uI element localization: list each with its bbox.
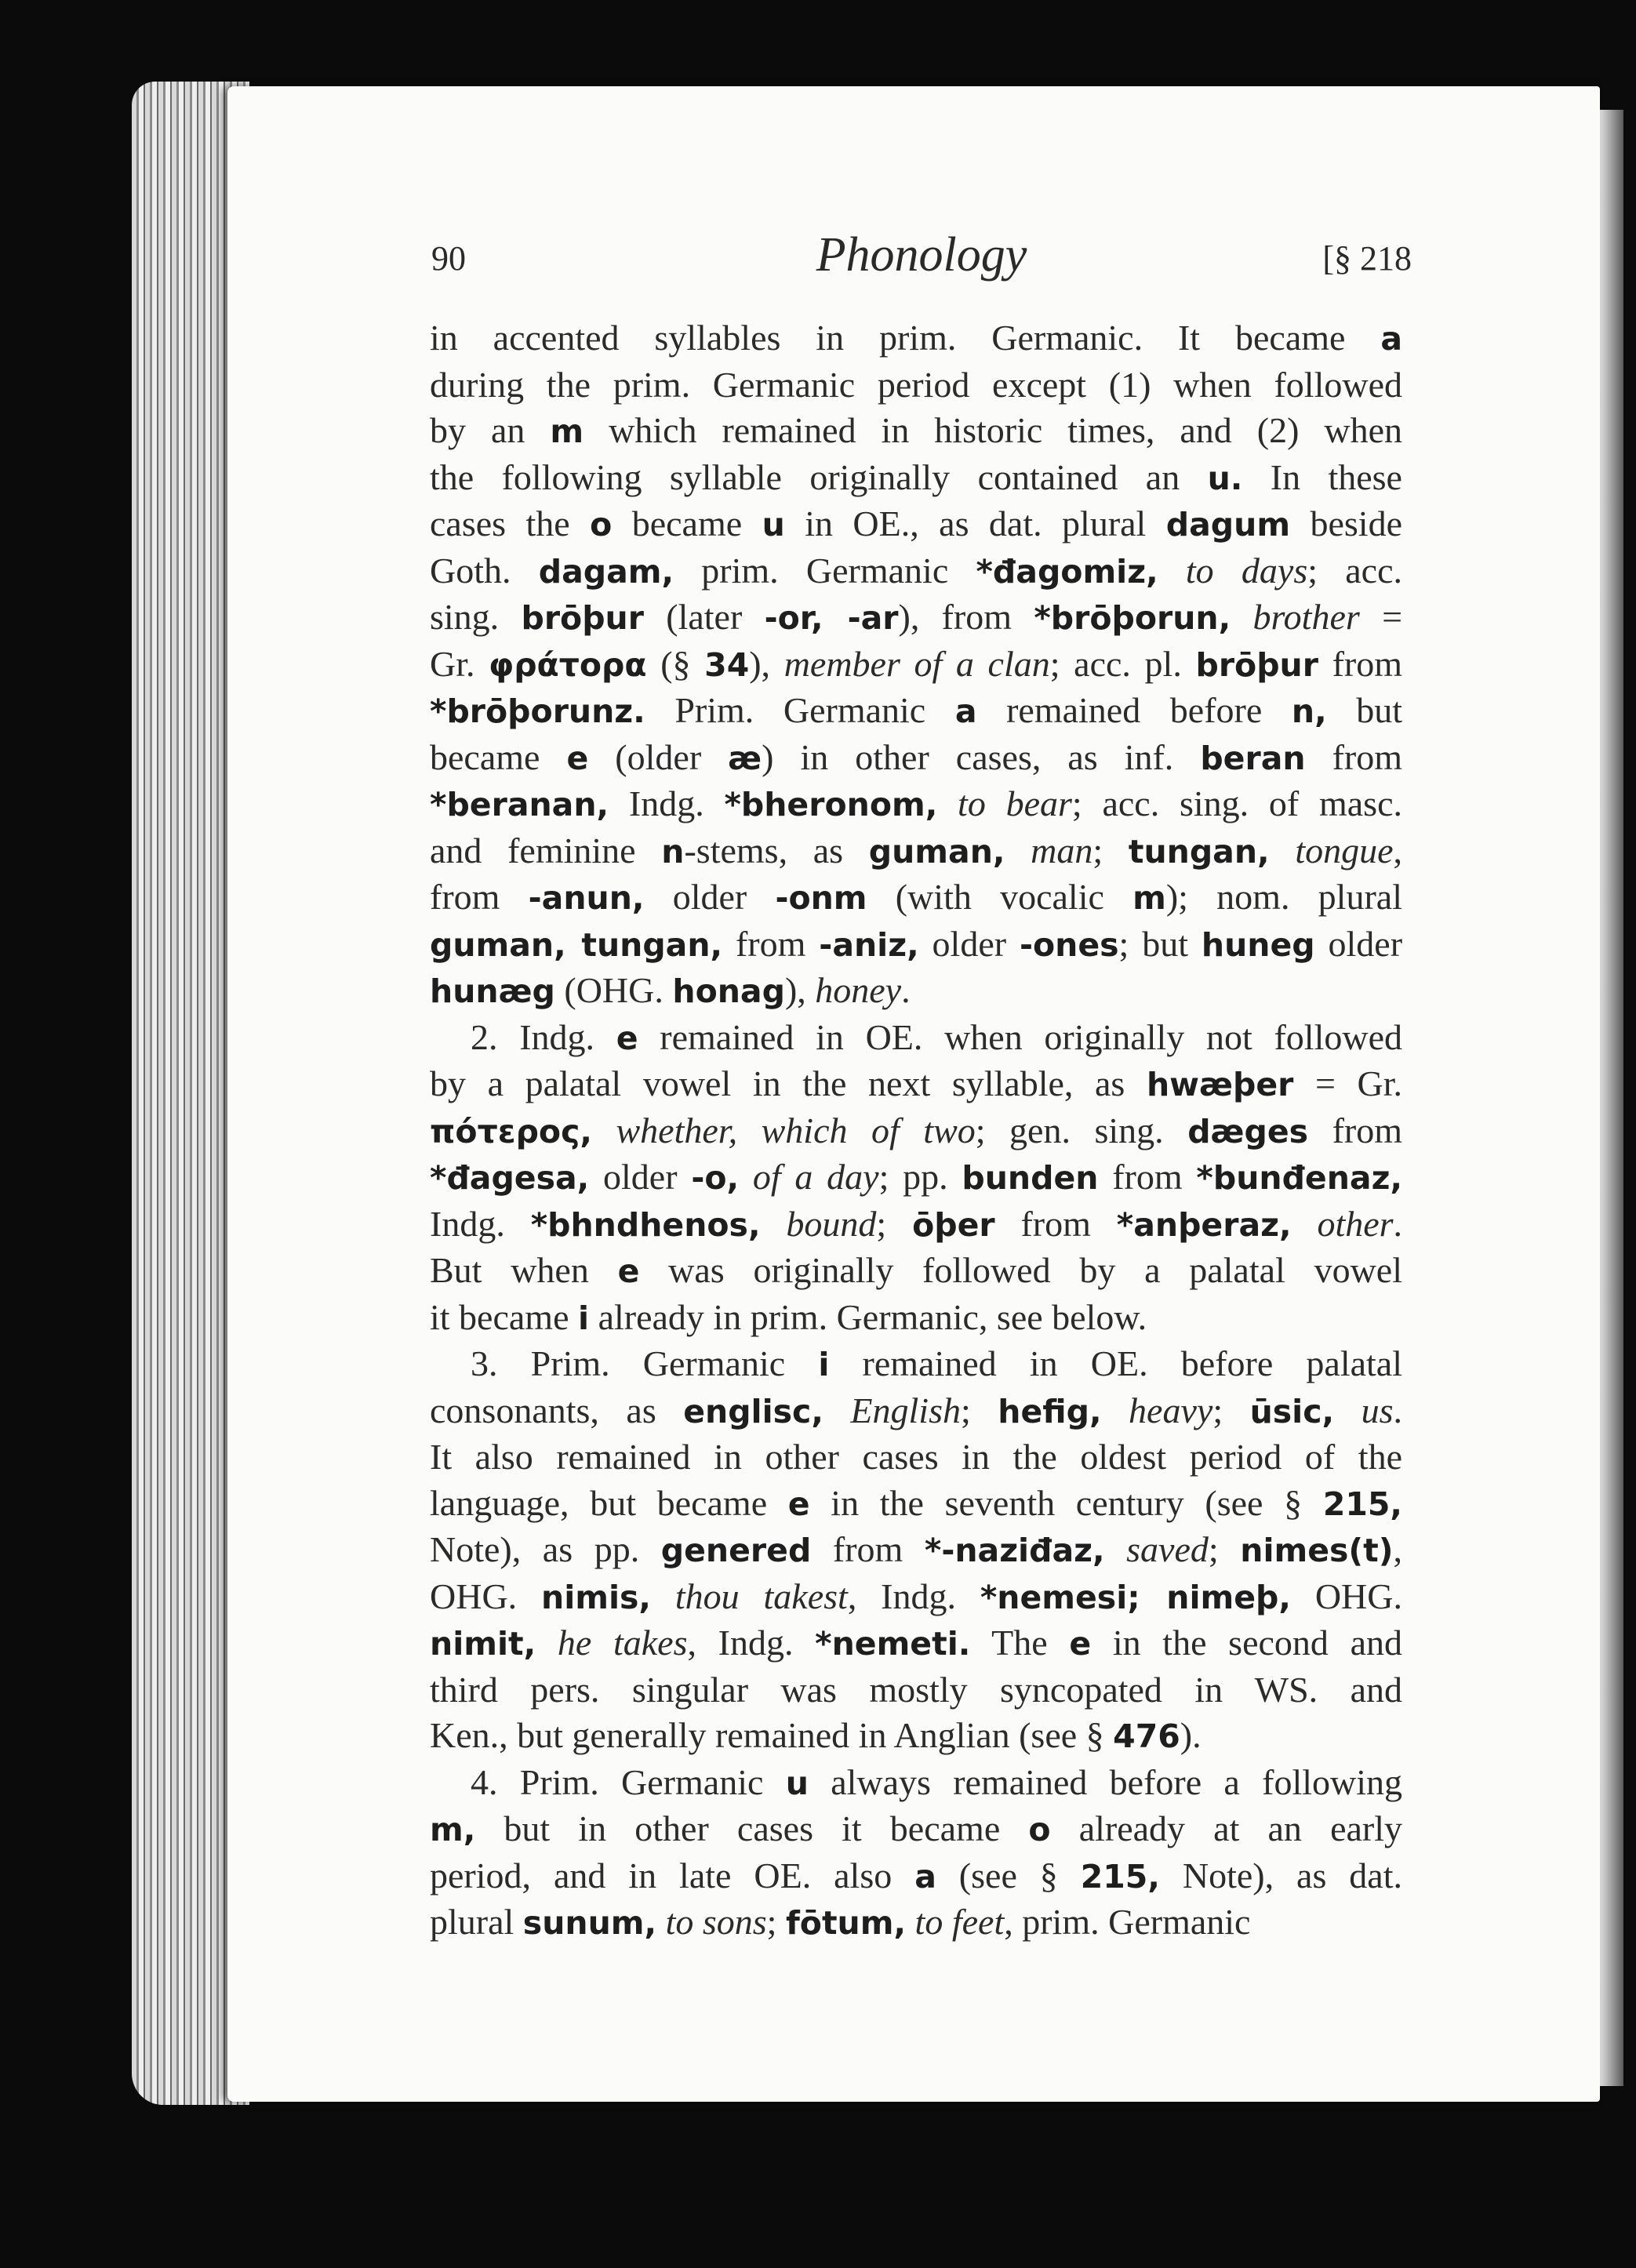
text-run: . [901,970,911,1010]
italic-gloss: to sons [665,1902,767,1942]
bold-term: -anun, [528,879,645,917]
bold-term: a [914,1857,936,1895]
italic-gloss: honey [815,970,902,1010]
bold-term: beran [1200,739,1306,777]
text-run: Indg. [430,1203,531,1244]
text-run: already at an early [1050,1808,1402,1848]
text-run: ; [960,1390,998,1430]
text-line [430,874,1402,921]
text-run: ; acc. sing. of masc. [1071,783,1402,823]
bold-term: guman, [868,832,1005,870]
text-run: ; [1092,830,1129,870]
text-line [430,455,1402,502]
text-run: But when [430,1250,618,1290]
page-header [431,227,1412,298]
bold-term: m [1132,879,1166,917]
text-run: OHG. [430,1576,542,1616]
bold-term: e [616,1019,638,1057]
text-run: The [970,1623,1070,1663]
bold-term: sunum, [522,1904,657,1942]
bold-term: nimes(t) [1240,1532,1394,1569]
bold-term: e [1069,1625,1092,1663]
text-line [430,1853,1402,1900]
text-line [430,1620,1402,1667]
text-line [430,828,1402,875]
text-run: from [430,877,529,917]
running-title: Phonology [816,228,1027,282]
text-run: in the second and [1091,1623,1402,1663]
text-line [430,921,1402,969]
bold-term: πότερος, [430,1112,592,1150]
section-reference: [§ 218 [1322,239,1412,278]
text-run: (with vocalic [867,877,1133,917]
bold-term: m, [430,1811,476,1848]
bold-term: n [661,832,685,870]
bold-term: 215, [1322,1485,1402,1523]
bold-term: φράτορα [489,645,647,684]
text-run: Note), as dat. [1159,1855,1402,1895]
italic-gloss: to bear [958,783,1072,823]
text-run: already in prim. Germanic, see below. [589,1296,1147,1337]
bold-term: æ [728,739,762,777]
text-run: (OHG. [554,970,673,1010]
text-run [1270,831,1296,870]
text-run: (see § [936,1855,1081,1895]
bold-term: -onm [775,879,867,917]
bold-term: *brōþorunz. [430,692,645,730]
bold-term: *nemesi; nimeþ, [980,1578,1291,1616]
text-line [430,1527,1402,1574]
text-run: , Indg. [687,1623,816,1663]
text-run: . [1393,1390,1402,1430]
text-run: ); nom. plural [1165,877,1402,917]
text-run: ; acc. [1307,550,1403,591]
text-run: ), [749,643,784,684]
text-run: beside [1290,503,1402,543]
text-line [430,1899,1402,1946]
text-run: older [918,923,1020,964]
text-run [739,1157,753,1197]
bold-term: u [762,506,785,543]
text-line [430,968,1402,1015]
text-run: ), [784,970,816,1010]
italic-gloss: member of a clan [783,643,1050,684]
text-run: 4. Prim. Germanic [471,1761,786,1802]
text-run [1102,1390,1129,1430]
bold-term: *beranan, [430,786,609,823]
text-run: older [644,877,776,917]
text-line [430,642,1402,689]
italic-gloss: of a day [752,1157,879,1197]
text-run: Indg. [609,783,725,823]
text-run: prim. Germanic [674,550,976,591]
text-run [823,1390,850,1430]
bold-term: -ones [1019,925,1119,964]
text-run: remained in OE. before palatal [829,1343,1402,1383]
bold-term: -aniz, [819,925,919,964]
text-line [430,1806,1402,1853]
text-line [430,735,1402,782]
text-run: 3. Prim. Germanic [471,1343,819,1383]
text-run: -stems, as [684,830,869,870]
italic-gloss: English [850,1390,961,1430]
bold-term: *bhndhenos, [530,1205,761,1244]
bold-term: nimit, [430,1625,536,1663]
text-run: ) in other cases, as inf. [762,736,1201,777]
text-run [592,1110,616,1150]
bold-term: genered [660,1532,812,1569]
text-run: . [1393,1203,1403,1244]
text-run [1231,597,1252,637]
bold-term: e [617,1252,640,1290]
text-run: older [589,1157,692,1197]
text-run [937,783,958,823]
text-run: in OE., as dat. plural [784,503,1166,543]
text-run: period, and in late OE. also [430,1855,915,1895]
text-line [430,1061,1402,1108]
text-run: became [430,736,567,777]
text-run: 2. Indg. [471,1016,616,1057]
text-run: , [1393,1529,1403,1569]
bold-term: a [954,692,977,730]
text-run: Ken., but generally remained in Anglian (see § [430,1715,1114,1755]
bold-term: m [550,413,584,450]
bold-term: honag [672,972,785,1010]
bold-term: 476 [1113,1717,1180,1755]
text-line [430,1667,1402,1714]
italic-gloss: brother [1252,597,1360,637]
text-run: Gr. [430,643,489,684]
text-line [430,501,1402,548]
bold-term: o [1028,1811,1051,1848]
bold-term: i [818,1346,830,1383]
text-run: older [1314,923,1403,964]
text-run: OHG. [1290,1576,1402,1616]
text-run [656,1902,666,1942]
bold-term: u [785,1764,809,1802]
italic-gloss: tongue [1295,830,1394,870]
text-run: ; [876,1203,913,1244]
italic-gloss: thou takest [674,1576,848,1616]
bold-term: brōþur [1195,645,1318,684]
text-run: language, but became [430,1482,788,1523]
text-run [1158,551,1186,591]
text-run [1292,1204,1318,1244]
text-run: from [722,923,820,964]
italic-gloss: heavy [1129,1390,1213,1430]
bold-term: e [787,1485,810,1523]
text-run [906,1902,915,1942]
bold-term: nimis, [541,1578,652,1616]
text-run [1105,1529,1127,1569]
bold-term: *đagesa, [430,1159,590,1197]
text-line [430,408,1402,455]
text-run: was originally followed by a palatal vowel [639,1250,1402,1290]
text-line [430,1015,1402,1062]
bold-term: fōtum, [785,1904,907,1942]
bold-term: u. [1207,459,1243,497]
bold-term: *anþeraz, [1116,1205,1292,1244]
bold-term: huneg [1201,925,1315,964]
bold-term: bunden [962,1159,1099,1197]
text-run: = [1359,597,1403,637]
text-line [430,1481,1402,1528]
text-run: In these [1242,456,1402,497]
text-line [430,1574,1402,1621]
text-line [430,1341,1402,1388]
text-run: remained in OE. when originally not followed [638,1016,1402,1057]
bold-term: tungan, [1128,832,1270,870]
italic-gloss: whether, which of two [616,1110,976,1150]
text-line [430,1713,1402,1760]
text-run: ), from [898,597,1034,637]
text-line [430,315,1402,362]
text-run: by an [430,410,551,450]
text-run: it became [430,1296,579,1337]
text-run [651,1576,675,1616]
italic-gloss: saved [1126,1529,1209,1569]
bold-term: englisc, [683,1392,823,1430]
text-run: from [994,1203,1117,1244]
text-run: from [1318,643,1403,684]
text-run: in accented syllables in prim. Germanic. It became [430,318,1381,358]
text-run: remained before [976,690,1292,730]
bold-term: hunæg [430,972,555,1010]
text-line [430,1108,1402,1155]
bold-term: hwæþer [1146,1066,1294,1103]
text-line [430,1388,1402,1435]
bold-term: 215, [1080,1857,1160,1895]
text-run: ; but [1118,923,1202,964]
text-run: consonants, as [430,1390,684,1430]
bold-term: e [566,739,589,777]
bold-term: brōþur [521,599,644,637]
text-run: by a palatal vowel in the next syllable, as [430,1063,1147,1103]
text-run: ; gen. sing. [975,1110,1188,1150]
text-run: ; [1208,1529,1241,1569]
text-run: in the seventh century (see § [809,1482,1323,1523]
text-run: ; pp. [878,1157,962,1197]
italic-gloss: other [1317,1203,1394,1244]
text-run: the following syllable originally contained an [430,456,1208,497]
italic-gloss: man [1031,830,1093,870]
text-run: and feminine [430,830,662,870]
text-line [430,1295,1402,1342]
text-run: , Indg. [847,1576,980,1616]
italic-gloss: to feet [914,1902,1005,1942]
bold-term: *đagomiz, [976,552,1158,591]
bold-term: -o, [691,1159,740,1197]
text-run: third pers. singular was mostly syncopated in WS. and [430,1669,1402,1710]
text-line [430,1760,1402,1807]
text-line [430,1154,1402,1201]
body-text [430,315,1402,1946]
text-run [1005,831,1031,870]
text-run [761,1204,787,1244]
text-run: became [612,503,762,543]
bold-term: dæges [1187,1112,1309,1150]
text-run: (§ [646,643,705,684]
text-run: = Gr. [1293,1063,1402,1103]
text-run: from [1308,1110,1402,1150]
text-line [430,1434,1402,1481]
bold-term: *-naziđaz, [924,1532,1105,1569]
text-run: which remained in historic times, and (2) when [584,410,1402,450]
text-run: always remained before a following [808,1761,1403,1802]
bold-term: a [1380,320,1402,358]
bold-term: *brōþorun, [1034,599,1231,637]
text-line [430,594,1402,642]
text-run: (older [588,736,729,777]
text-run: from [1098,1157,1197,1197]
italic-gloss: us [1361,1390,1394,1430]
bold-term: dagum [1165,506,1291,543]
bold-term: n, [1291,692,1327,730]
bold-term: i [578,1299,590,1337]
bold-term: *nemeti. [815,1625,971,1663]
text-run: sing. [430,597,522,637]
text-run: , [1393,830,1403,870]
bold-term: ūsic, [1249,1392,1335,1430]
text-line [430,688,1402,735]
page-number: 90 [431,239,466,278]
text-run: ). [1180,1715,1202,1755]
text-run: ; acc. pl. [1049,643,1196,684]
text-line [430,362,1402,409]
text-run: from [1305,736,1402,777]
italic-gloss: bound [786,1203,877,1244]
bold-term: dagam, [538,552,674,591]
italic-gloss: he takes [557,1623,688,1663]
text-run: It also remained in other cases in the oldest period of the [430,1437,1402,1477]
bold-term: hefig, [998,1392,1102,1430]
bold-term: o [590,506,613,543]
text-line [430,781,1402,828]
text-run: ; [1212,1390,1250,1430]
text-run: Goth. [430,550,539,591]
bold-term: -or, -ar [764,599,899,637]
bold-term: guman, tungan, [430,925,723,964]
text-run: ; [766,1902,786,1942]
text-run: but in other cases it became [475,1808,1029,1848]
text-run: Note), as pp. [430,1529,661,1569]
text-run [536,1623,558,1663]
text-run: from [811,1529,925,1569]
book-right-edge [1600,110,1623,2086]
italic-gloss: to days [1185,550,1308,591]
bold-term: 34 [704,645,750,684]
bold-term: *bheronom, [724,786,938,823]
text-line [430,1201,1402,1248]
text-line [430,548,1402,595]
text-run: during the prim. Germanic period except (1) when followed [430,364,1402,405]
text-run: (later [643,597,765,637]
text-run: Prim. Germanic [645,690,955,730]
bold-term: ōþer [912,1205,995,1244]
bold-term: *bunđenaz, [1196,1159,1403,1197]
text-run [1334,1390,1361,1430]
text-line [430,1248,1402,1295]
text-run: cases the [430,503,591,543]
text-run: plural [430,1902,523,1942]
text-run: , prim. Germanic [1004,1902,1251,1942]
text-run: but [1326,690,1403,730]
